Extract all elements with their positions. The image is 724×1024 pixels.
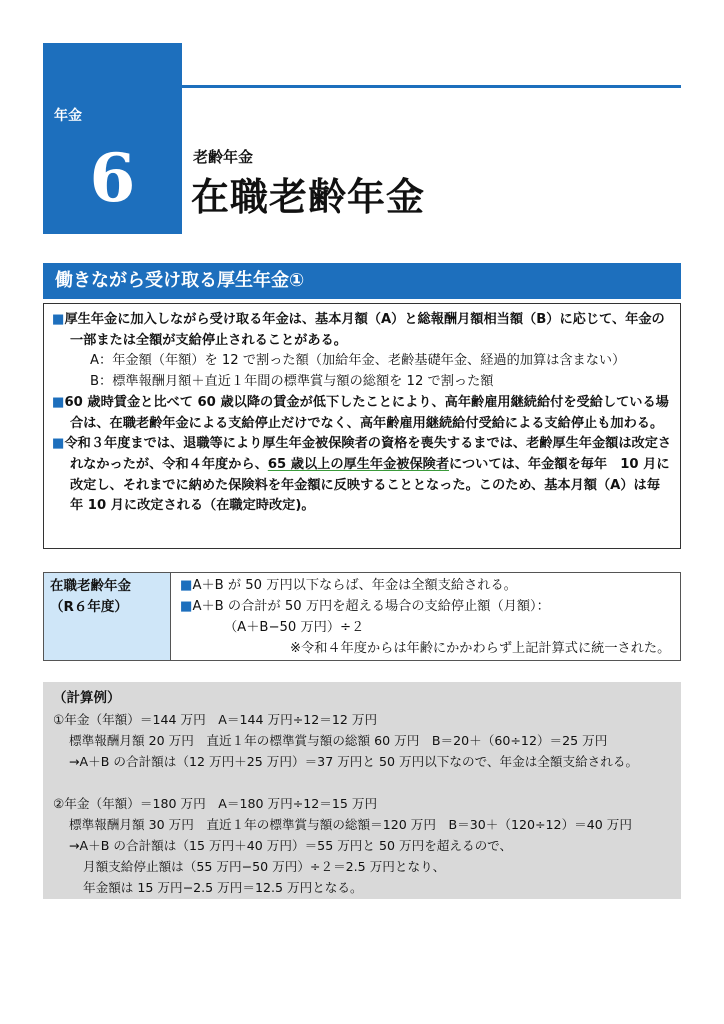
header-rule: [182, 85, 681, 88]
section-heading-bar: [43, 263, 681, 299]
square-bullet-icon: ■: [52, 436, 65, 452]
rule-label-cell: [44, 573, 171, 660]
summary-sub-b: B：標準報酬月額＋直近１年間の標準賞与額の総額を 12 で割った額: [90, 374, 494, 390]
rule-formula: （A＋B−50 万円）÷２: [224, 620, 365, 635]
example-spacer: [53, 772, 671, 793]
rule-label-line1: 在職老齢年金: [50, 578, 131, 594]
example-1-line-2: 標準報酬月額 20 万円 直近１年の標準賞与額の総額 60 万円 B＝20＋（60÷12）＝25 万円: [69, 733, 608, 748]
square-bullet-icon: ■: [52, 312, 65, 327]
rule-line-1-text: A＋B が 50 万円以下ならば、年金は全額支給される。: [192, 578, 517, 593]
example-1-line-1: ①年金（年額）＝144 万円 A＝144 万円÷12＝12 万円: [53, 712, 378, 727]
section-heading: 働きながら受け取る厚生年金①: [55, 270, 305, 291]
summary-item-1: [52, 310, 672, 351]
rule-line-2: [180, 596, 672, 617]
summary-item-3: [52, 434, 672, 517]
rule-line-1: [180, 575, 672, 596]
calculation-example-box: [43, 682, 681, 899]
square-bullet-icon: ■: [52, 394, 65, 410]
summary-item-3-text-before: 令和３年度までは、退職等により厚生年金被保険者の資格を喪失するまでは、老齢厚生年金額は改定されなかったが、令和４年度から、: [64, 436, 672, 472]
summary-item-3-underlined: 65 歳以上の厚生年金被保険者: [267, 456, 450, 472]
rule-content-cell: [172, 573, 680, 664]
square-bullet-icon: ■: [180, 599, 193, 614]
chapter-block: [43, 43, 182, 234]
page-title: 在職老齢年金: [191, 175, 426, 219]
example-2-line-4: 月額支給停止額は（55 万円−50 万円）÷２＝2.5 万円となり、: [83, 859, 446, 874]
summary-item-2: [52, 393, 672, 434]
rule-note: ※令和４年度からは年齢にかかわらず上記計算式に統一された。: [290, 641, 671, 656]
example-2-line-5: 年金額は 15 万円−2.5 万円＝12.5 万円となる。: [83, 880, 363, 895]
summary-item-1-text: 厚生年金に加入しながら受け取る年金は、基本月額（A）と総報酬月額相当額（B）に応じて、年金の一部または全額が支給停止されることがある。: [64, 312, 665, 348]
summary-item-3-text-after: については、年金額を毎年 10 月に改定し、それまでに納めた保険料を年金額に反映することとなった。このため、基本月額（A）は毎年 10 月に改定される（在職定時改定)。: [70, 456, 670, 514]
example-2-line-2: 標準報酬月額 30 万円 直近１年の標準賞与額の総額＝120 万円 B＝30＋（120÷12）＝40 万円: [69, 817, 632, 832]
example-1-line-3: →A＋B の合計額は（12 万円＋25 万円）＝37 万円と 50 万円以下なので、年金は全額支給される。: [69, 754, 639, 769]
page-subtitle: 老齢年金: [193, 148, 254, 166]
example-2-line-3: →A＋B の合計額は（15 万円＋40 万円）＝55 万円と 50 万円を超えるので、: [69, 838, 513, 853]
chapter-category: 年金: [54, 108, 82, 124]
rule-label-line2: （R６年度）: [50, 599, 128, 615]
rule-table: [43, 572, 681, 661]
square-bullet-icon: ■: [180, 578, 193, 593]
summary-sub-a: A：年金額（年額）を 12 で割った額（加給年金、老齢基礎年金、経過的加算は含まない）: [90, 353, 626, 369]
example-title: （計算例）: [53, 690, 121, 706]
rule-line-2-text: A＋B の合計が 50 万円を超える場合の支給停止額（月額）：: [192, 599, 550, 614]
summary-item-2-text: 60 歳時賃金と比べて 60 歳以降の賃金が低下したことにより、高年齢雇用継続給付を受給している場合は、在職老齢年金による支給停止だけでなく、高年齢雇用継続給付受給による支給停止も加わる。: [64, 394, 669, 431]
chapter-number: 6: [89, 139, 136, 217]
example-2-line-1: ②年金（年額）＝180 万円 A＝180 万円÷12＝15 万円: [53, 796, 378, 811]
summary-box: [43, 303, 681, 549]
